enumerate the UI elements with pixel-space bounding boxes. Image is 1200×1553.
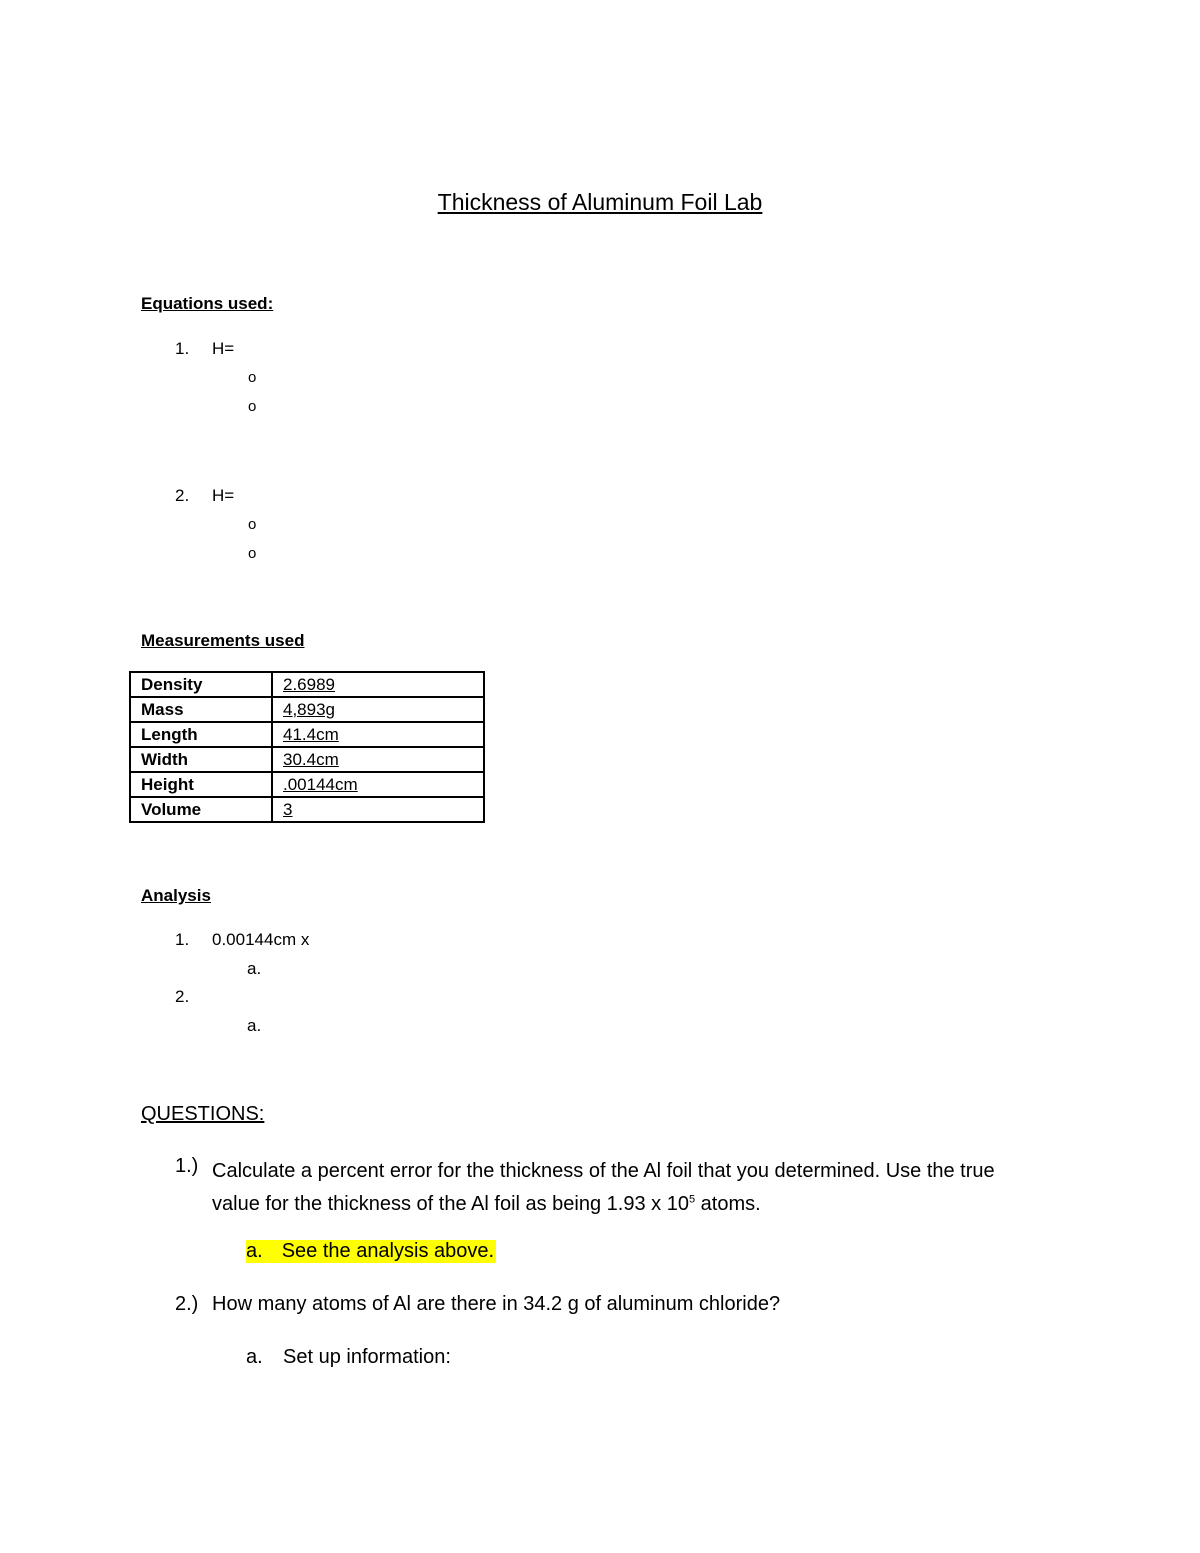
measurement-name: Mass [130,697,272,722]
table-row [130,797,484,822]
measurement-value: 41.4cm [272,722,484,747]
equation-2-bullet-1: o [248,516,257,533]
table-row [130,697,484,722]
questions-heading: QUESTIONS: [141,1103,265,1125]
table-row [130,747,484,772]
question-1-exponent: 5 [688,1193,696,1206]
equation-1-bullet-2: o [248,398,257,415]
measurement-value: 2.6989 [272,672,484,697]
question-1-text [212,1155,1042,1221]
equation-2-bullet-2: o [248,545,257,562]
analysis-2-number: 2. [175,987,190,1006]
equation-2-label: H= [212,486,235,505]
analysis-1-number: 1. [175,930,190,949]
measurement-value: 30.4cm [272,747,484,772]
question-1-answer-marker: a. [246,1240,263,1262]
analysis-2-sub-marker: a. [247,1016,262,1035]
measurement-name: Height [130,772,272,797]
question-2-sub-text: Set up information: [283,1346,451,1368]
question-1-answer [246,1240,496,1263]
measurement-name: Volume [130,797,272,822]
measurements-table [129,671,485,823]
equations-heading: Equations used: [141,294,274,313]
question-2-sub-marker: a. [246,1346,263,1368]
document-title: Thickness of Aluminum Foil Lab [437,189,763,215]
measurement-value: 4,893g [272,697,484,722]
equation-2-number: 2. [175,486,190,505]
question-1-text-main: Calculate a percent error for the thickness of the Al foil that you determined. Use the true value for the thickness of the Al foil as being 1.93 x 10 [212,1160,995,1215]
equation-1-number: 1. [175,339,190,358]
table-row [130,672,484,697]
table-row [130,772,484,797]
measurement-name: Density [130,672,272,697]
question-1-number: 1.) [175,1155,199,1177]
question-1-answer-text: See the analysis above. [281,1240,495,1262]
question-2-number: 2.) [175,1293,199,1315]
measurement-value: .00144cm [272,772,484,797]
table-row [130,722,484,747]
equation-1-bullet-1: o [248,369,257,386]
equation-1-label: H= [212,339,235,358]
measurement-name: Length [130,722,272,747]
measurements-heading: Measurements used [141,631,305,650]
question-1-text-end: atoms. [695,1193,761,1215]
measurement-name: Width [130,747,272,772]
question-2-text: How many atoms of Al are there in 34.2 g of aluminum chloride? [212,1293,781,1315]
analysis-1-text: 0.00144cm x [212,930,310,949]
measurement-value: 3 [272,797,484,822]
analysis-1-sub-marker: a. [247,959,262,978]
analysis-heading: Analysis [141,886,211,905]
